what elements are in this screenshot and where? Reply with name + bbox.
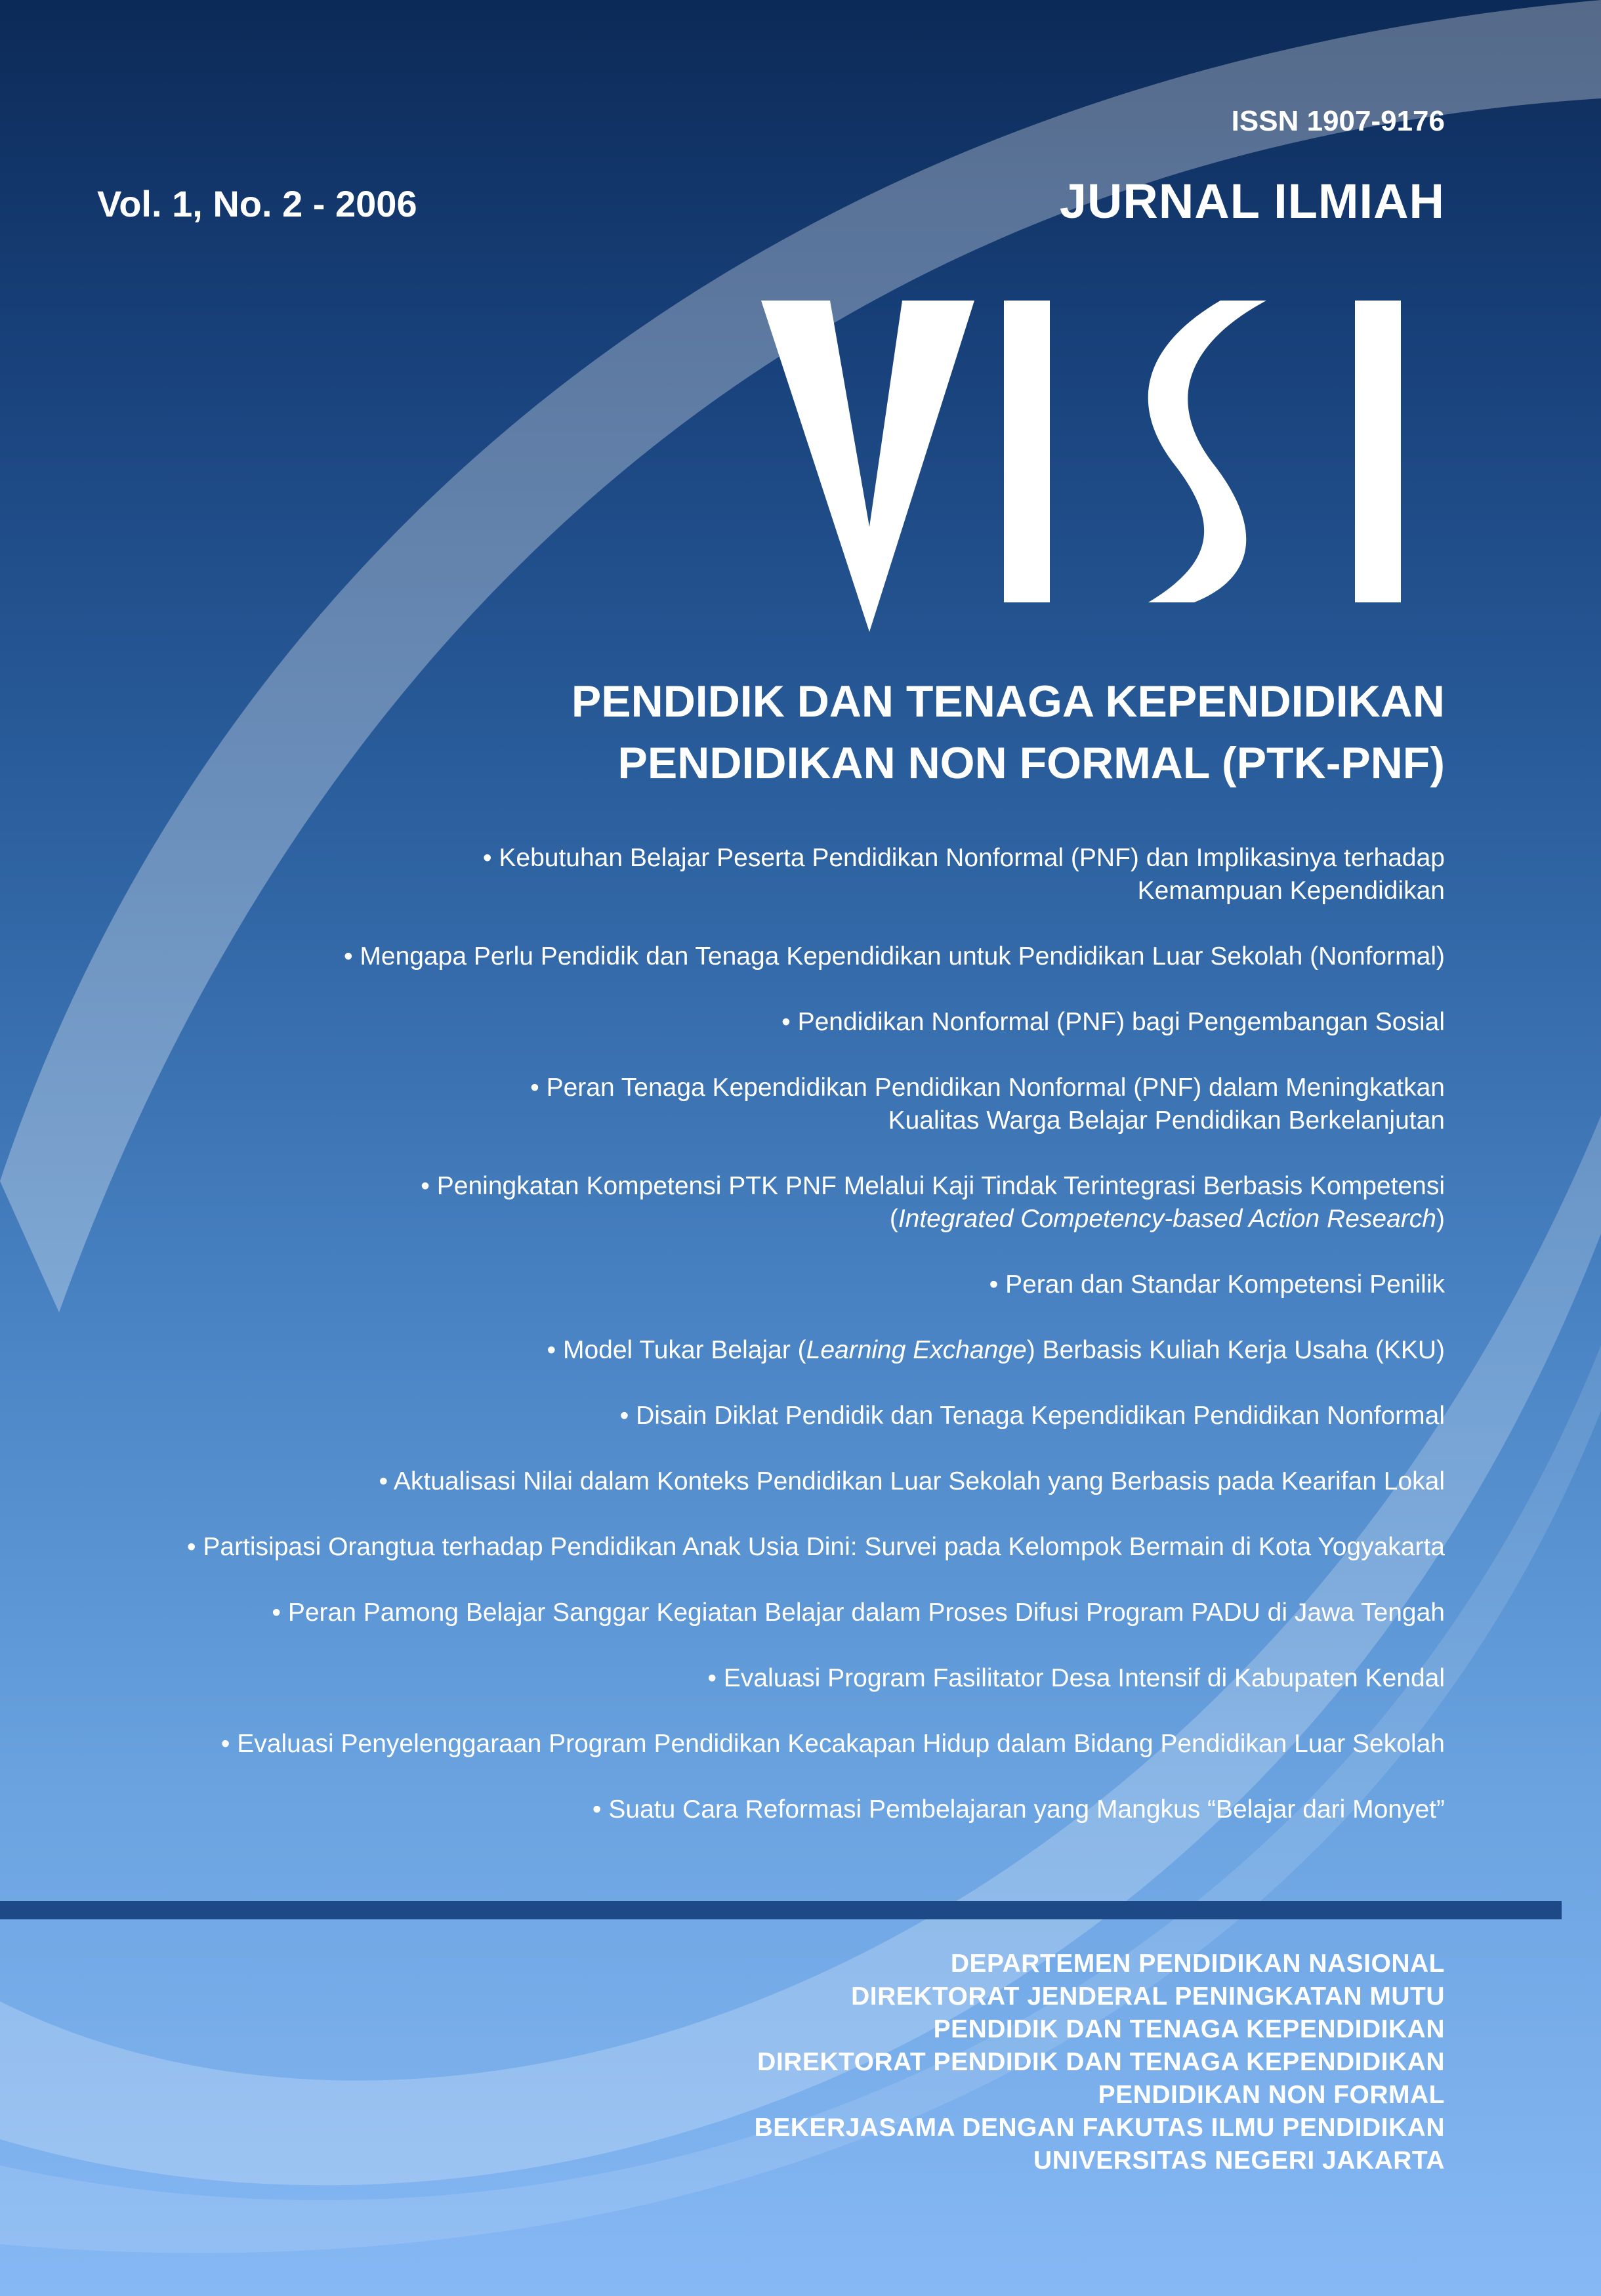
journal-label: JURNAL ILMIAH [1059, 174, 1445, 228]
article-item: • Evaluasi Program Fasilitator Desa Intensif di Kabupaten Kendal [707, 1664, 1445, 1692]
logo-letter-s [1148, 301, 1266, 602]
logo-letter-v [761, 301, 974, 632]
article-item: • Peran Tenaga Kependidikan Pendidikan Nonformal (PNF) dalam Meningkatkan Kualitas Warga Belajar Pendidikan Berkelanjutan [530, 1074, 1445, 1135]
publisher-line: PENDIDIKAN NON FORMAL [1098, 2081, 1445, 2109]
publisher-line: DIREKTORAT PENDIDIK DAN TENAGA KEPENDIDIKAN [757, 2048, 1445, 2076]
article-item: • Peran dan Standar Kompetensi Penilik [989, 1270, 1445, 1299]
publisher-block [755, 1948, 1445, 2177]
article-item: • Peningkatan Kompetensi PTK PNF Melalui Kaji Tindak Terintegrasi Berbasis Kompetensi (Integrated Competency-based Action Research) [421, 1172, 1445, 1233]
publisher-line: DEPARTEMEN PENDIDIKAN NASIONAL [950, 1950, 1445, 1978]
volume-info: Vol. 1, No. 2 - 2006 [97, 183, 417, 224]
issn-number: ISSN 1907-9176 [1231, 105, 1445, 137]
logo-letter-i-first [1004, 301, 1050, 602]
publisher-line: BEKERJASAMA DENGAN FAKUTAS ILMU PENDIDIKAN [754, 2114, 1445, 2142]
publisher-line: UNIVERSITAS NEGERI JAKARTA [1033, 2146, 1445, 2175]
article-item: • Suatu Cara Reformasi Pembelajaran yang Mangkus “Belajar dari Monyet” [592, 1795, 1445, 1824]
visi-logo [761, 301, 1444, 632]
article-item: • Aktualisasi Nilai dalam Konteks Pendidikan Luar Sekolah yang Berbasis pada Kearifan Lokal [379, 1467, 1445, 1495]
subtitle-line-2: PENDIDIKAN NON FORMAL (PTK-PNF) [617, 738, 1445, 788]
journal-subtitle [572, 671, 1445, 794]
article-item: • Evaluasi Penyelenggaraan Program Pendidikan Kecakapan Hidup dalam Bidang Pendidikan Luar Sekolah [220, 1730, 1445, 1758]
article-item: • Pendidikan Nonformal (PNF) bagi Pengembangan Sosial [781, 1008, 1445, 1036]
logo-letter-i-second [1355, 301, 1401, 602]
article-item: • Disain Diklat Pendidik dan Tenaga Kependidikan Pendidikan Nonformal [619, 1402, 1445, 1430]
subtitle-line-1: PENDIDIK DAN TENAGA KEPENDIDIKAN [571, 677, 1445, 726]
divider-bar [0, 1901, 1562, 1919]
article-item: • Peran Pamong Belajar Sanggar Kegiatan Belajar dalam Proses Difusi Program PADU di Jawa Tengah [272, 1598, 1445, 1627]
article-item: • Model Tukar Belajar (Learning Exchange) Berbasis Kuliah Kerja Usaha (KKU) [547, 1336, 1445, 1364]
publisher-line: PENDIDIK DAN TENAGA KEPENDIDIKAN [933, 2015, 1445, 2043]
article-item: • Partisipasi Orangtua terhadap Pendidikan Anak Usia Dini: Survei pada Kelompok Bermain di Kota Yogyakarta [186, 1533, 1445, 1561]
article-list [41, 842, 1445, 1859]
publisher-line: DIREKTORAT JENDERAL PENINGKATAN MUTU [851, 1982, 1445, 2011]
article-item: • Kebutuhan Belajar Peserta Pendidikan Nonformal (PNF) dan Implikasinya terhadap Kemampuan Kependidikan [482, 844, 1445, 905]
article-item: • Mengapa Perlu Pendidik dan Tenaga Kependidikan untuk Pendidikan Luar Sekolah (Nonformal) [343, 942, 1445, 971]
